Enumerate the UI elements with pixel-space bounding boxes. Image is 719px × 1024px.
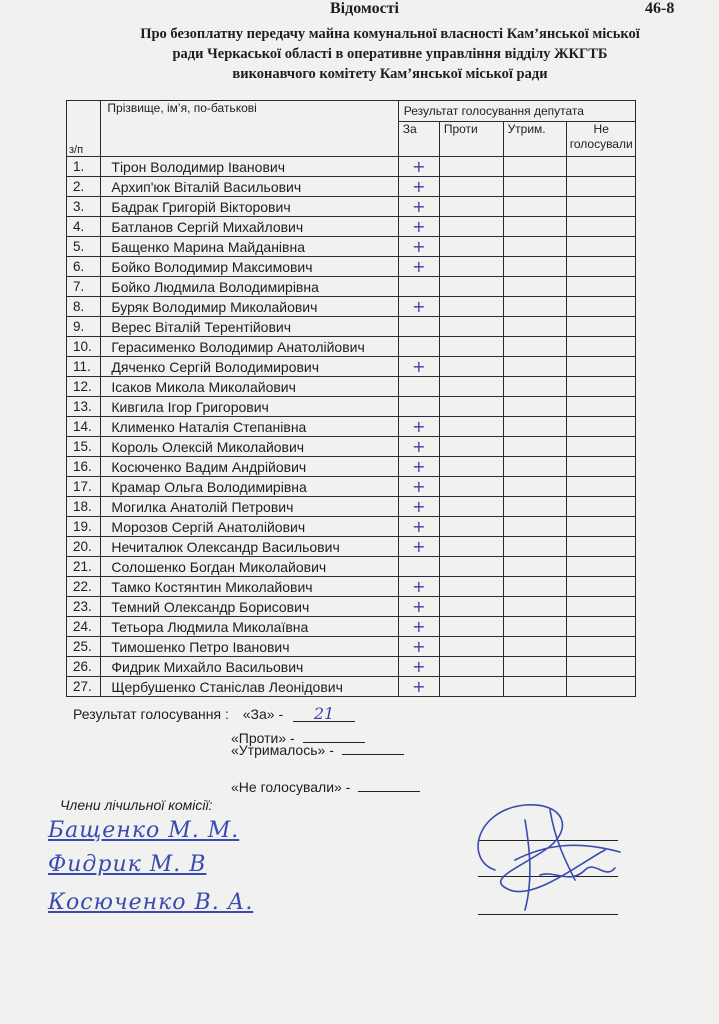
row-za: + <box>398 357 439 377</box>
row-num: 5. <box>67 237 101 257</box>
row-num: 1. <box>67 157 101 177</box>
row-num: 25. <box>67 637 101 657</box>
row-za: + <box>398 237 439 257</box>
row-name: Бащенко Марина Майданівна <box>101 237 398 257</box>
row-name: Солошенко Богдан Миколайович <box>101 557 398 577</box>
row-proty <box>439 217 503 237</box>
row-num: 15. <box>67 437 101 457</box>
row-za: + <box>398 437 439 457</box>
row-num: 22. <box>67 577 101 597</box>
row-proty <box>439 197 503 217</box>
row-name: Буряк Володимир Миколайович <box>101 297 398 317</box>
results-za-line <box>73 706 355 722</box>
table-body <box>67 157 636 697</box>
results-za-label: «За» - <box>242 706 284 722</box>
row-za: + <box>398 257 439 277</box>
row-utrym <box>503 357 567 377</box>
table-row <box>67 517 636 537</box>
commission-member-3: Косюченко В. А. <box>48 890 254 915</box>
row-proty <box>439 417 503 437</box>
row-za: + <box>398 517 439 537</box>
row-utrym <box>503 537 567 557</box>
row-proty <box>439 597 503 617</box>
row-ne <box>567 577 636 597</box>
row-num: 2. <box>67 177 101 197</box>
table-row <box>67 537 636 557</box>
row-utrym <box>503 457 567 477</box>
row-num: 9. <box>67 317 101 337</box>
row-proty <box>439 277 503 297</box>
row-name: Морозов Сергій Анатолійович <box>101 517 398 537</box>
row-utrym <box>503 197 567 217</box>
row-za: + <box>398 597 439 617</box>
row-proty <box>439 257 503 277</box>
row-name: Король Олексій Миколайович <box>101 437 398 457</box>
commission-member-1: Бащенко М. М. <box>48 818 240 843</box>
row-name: Батланов Сергій Михайлович <box>101 217 398 237</box>
row-za <box>398 277 439 297</box>
row-proty <box>439 177 503 197</box>
results-ne-blank <box>358 777 420 792</box>
row-num: 4. <box>67 217 101 237</box>
row-name: Крамар Ольга Володимирівна <box>101 477 398 497</box>
row-za <box>398 317 439 337</box>
row-num: 18. <box>67 497 101 517</box>
row-proty <box>439 237 503 257</box>
row-ne <box>567 177 636 197</box>
row-za: + <box>398 177 439 197</box>
row-ne <box>567 197 636 217</box>
row-name: Бадрак Григорій Вікторович <box>101 197 398 217</box>
row-proty <box>439 317 503 337</box>
row-utrym <box>503 337 567 357</box>
row-num: 10. <box>67 337 101 357</box>
row-num: 3. <box>67 197 101 217</box>
row-ne <box>567 497 636 517</box>
row-za: + <box>398 297 439 317</box>
header-ne-line2: голосували <box>569 137 633 151</box>
row-utrym <box>503 217 567 237</box>
results-utrym-line <box>231 740 404 758</box>
row-name: Тетьора Людмила Миколаївна <box>101 617 398 637</box>
row-name: Кивгила Ігор Григорович <box>101 397 398 417</box>
row-utrym <box>503 257 567 277</box>
row-num: 17. <box>67 477 101 497</box>
table-row <box>67 437 636 457</box>
row-name: Темний Олександр Борисович <box>101 597 398 617</box>
row-name: Тимошенко Петро Іванович <box>101 637 398 657</box>
results-utrym-label: «Утрималось» - <box>231 742 334 758</box>
commission-member-2: Фидрик М. В <box>48 852 207 877</box>
table-row <box>67 597 636 617</box>
row-proty <box>439 637 503 657</box>
row-utrym <box>503 557 567 577</box>
row-proty <box>439 297 503 317</box>
table-row <box>67 497 636 517</box>
row-proty <box>439 577 503 597</box>
table-row <box>67 457 636 477</box>
row-name: Фидрик Михайло Васильович <box>101 657 398 677</box>
signature-mark <box>455 790 635 940</box>
row-ne <box>567 237 636 257</box>
row-za: + <box>398 477 439 497</box>
commission-label: Члени лічильної комісії: <box>60 797 213 813</box>
row-proty <box>439 617 503 637</box>
row-proty <box>439 517 503 537</box>
table-row <box>67 557 636 577</box>
row-proty <box>439 457 503 477</box>
row-ne <box>567 617 636 637</box>
row-za: + <box>398 197 439 217</box>
row-za: + <box>398 677 439 697</box>
row-utrym <box>503 577 567 597</box>
voting-table <box>66 100 636 697</box>
row-utrym <box>503 677 567 697</box>
row-proty <box>439 557 503 577</box>
row-za <box>398 557 439 577</box>
row-name: Дяченко Сергій Володимирович <box>101 357 398 377</box>
row-num: 21. <box>67 557 101 577</box>
row-num: 16. <box>67 457 101 477</box>
row-ne <box>567 297 636 317</box>
results-proty-label: «Проти» - <box>231 730 295 746</box>
row-proty <box>439 437 503 457</box>
row-utrym <box>503 657 567 677</box>
row-name: Косюченко Вадим Андрійович <box>101 457 398 477</box>
table-row <box>67 477 636 497</box>
row-za: + <box>398 537 439 557</box>
row-name: Клименко Наталія Степанівна <box>101 417 398 437</box>
row-za: + <box>398 417 439 437</box>
table-row <box>67 637 636 657</box>
row-num: 6. <box>67 257 101 277</box>
row-za: + <box>398 577 439 597</box>
row-proty <box>439 677 503 697</box>
row-num: 19. <box>67 517 101 537</box>
row-za <box>398 397 439 417</box>
row-utrym <box>503 397 567 417</box>
row-name: Тамко Костянтин Миколайович <box>101 577 398 597</box>
subtitle-line: ради Черкаської області в оперативне управління відділу ЖКГТБ <box>172 46 608 62</box>
table-row <box>67 297 636 317</box>
row-proty <box>439 397 503 417</box>
row-num: 26. <box>67 657 101 677</box>
row-ne <box>567 157 636 177</box>
row-ne <box>567 317 636 337</box>
row-num: 24. <box>67 617 101 637</box>
table-row <box>67 337 636 357</box>
row-utrym <box>503 377 567 397</box>
row-num: 27. <box>67 677 101 697</box>
row-ne <box>567 437 636 457</box>
document-title: Відомості <box>330 0 399 17</box>
subtitle-line: виконавчого комітету Кам’янської міської ради <box>232 66 548 82</box>
row-proty <box>439 477 503 497</box>
results-utrym-blank <box>342 740 404 755</box>
row-utrym <box>503 477 567 497</box>
row-num: 8. <box>67 297 101 317</box>
row-name: Ісаков Микола Миколайович <box>101 377 398 397</box>
row-ne <box>567 417 636 437</box>
row-proty <box>439 497 503 517</box>
results-ne-label: «Не голосували» - <box>231 779 351 795</box>
row-utrym <box>503 177 567 197</box>
row-utrym <box>503 617 567 637</box>
table-row <box>67 317 636 337</box>
row-za: + <box>398 497 439 517</box>
row-utrym <box>503 597 567 617</box>
table-row <box>67 157 636 177</box>
table-row <box>67 237 636 257</box>
row-proty <box>439 657 503 677</box>
table-row <box>67 577 636 597</box>
results-ne-line <box>231 777 420 795</box>
row-ne <box>567 337 636 357</box>
header-result: Результат голосування депутата <box>398 101 635 122</box>
document-number: 46-8 <box>645 0 675 17</box>
table-row <box>67 677 636 697</box>
results-label: Результат голосування : <box>73 706 229 722</box>
row-ne <box>567 537 636 557</box>
table-row <box>67 257 636 277</box>
header-name: Прізвище, ім’я, по-батькові <box>101 101 398 157</box>
table-row <box>67 417 636 437</box>
row-utrym <box>503 317 567 337</box>
row-utrym <box>503 517 567 537</box>
row-ne <box>567 677 636 697</box>
row-utrym <box>503 637 567 657</box>
row-num: 13. <box>67 397 101 417</box>
row-ne <box>567 397 636 417</box>
subtitle-line: Про безоплатну передачу майна комунальної власності Кам’янської міської <box>140 26 640 42</box>
table-row <box>67 197 636 217</box>
row-za: + <box>398 457 439 477</box>
row-name: Могилка Анатолій Петрович <box>101 497 398 517</box>
row-ne <box>567 277 636 297</box>
row-ne <box>567 377 636 397</box>
row-utrym <box>503 497 567 517</box>
results-za-value: 21 <box>293 707 355 722</box>
row-name: Герасименко Володимир Анатолійович <box>101 337 398 357</box>
row-za: + <box>398 157 439 177</box>
row-ne <box>567 217 636 237</box>
row-ne <box>567 557 636 577</box>
row-ne <box>567 257 636 277</box>
row-za <box>398 377 439 397</box>
table-row <box>67 617 636 637</box>
table-row <box>67 217 636 237</box>
table-row <box>67 357 636 377</box>
row-ne <box>567 657 636 677</box>
row-ne <box>567 597 636 617</box>
header-proty: Проти <box>439 122 503 157</box>
row-utrym <box>503 237 567 257</box>
table-row <box>67 377 636 397</box>
row-ne <box>567 477 636 497</box>
header-utrym: Утрим. <box>503 122 567 157</box>
header-ne-line1: Не <box>593 122 609 136</box>
row-za: + <box>398 217 439 237</box>
row-ne <box>567 457 636 477</box>
row-num: 12. <box>67 377 101 397</box>
row-proty <box>439 357 503 377</box>
header-za: За <box>398 122 439 157</box>
row-proty <box>439 337 503 357</box>
row-utrym <box>503 157 567 177</box>
row-name: Тірон Володимир Іванович <box>101 157 398 177</box>
row-proty <box>439 157 503 177</box>
row-name: Верес Віталій Терентійович <box>101 317 398 337</box>
row-name: Бойко Володимир Максимович <box>101 257 398 277</box>
row-ne <box>567 637 636 657</box>
row-za: + <box>398 637 439 657</box>
row-num: 23. <box>67 597 101 617</box>
header-num: з/п <box>67 101 101 157</box>
row-utrym <box>503 277 567 297</box>
row-num: 11. <box>67 357 101 377</box>
table-row <box>67 277 636 297</box>
row-proty <box>439 537 503 557</box>
table-row <box>67 657 636 677</box>
row-za <box>398 337 439 357</box>
row-utrym <box>503 297 567 317</box>
row-name: Архип'юк Віталій Васильович <box>101 177 398 197</box>
row-za: + <box>398 617 439 637</box>
header-ne <box>567 122 636 157</box>
row-utrym <box>503 437 567 457</box>
row-num: 7. <box>67 277 101 297</box>
row-num: 20. <box>67 537 101 557</box>
row-utrym <box>503 417 567 437</box>
table-row <box>67 177 636 197</box>
row-name: Бойко Людмила Володимирівна <box>101 277 398 297</box>
document-subtitle <box>60 24 719 84</box>
row-num: 14. <box>67 417 101 437</box>
row-ne <box>567 357 636 377</box>
row-za: + <box>398 657 439 677</box>
row-proty <box>439 377 503 397</box>
row-name: Нечиталюк Олександр Васильович <box>101 537 398 557</box>
table-row <box>67 397 636 417</box>
row-ne <box>567 517 636 537</box>
row-name: Щербушенко Станіслав Леонідович <box>101 677 398 697</box>
